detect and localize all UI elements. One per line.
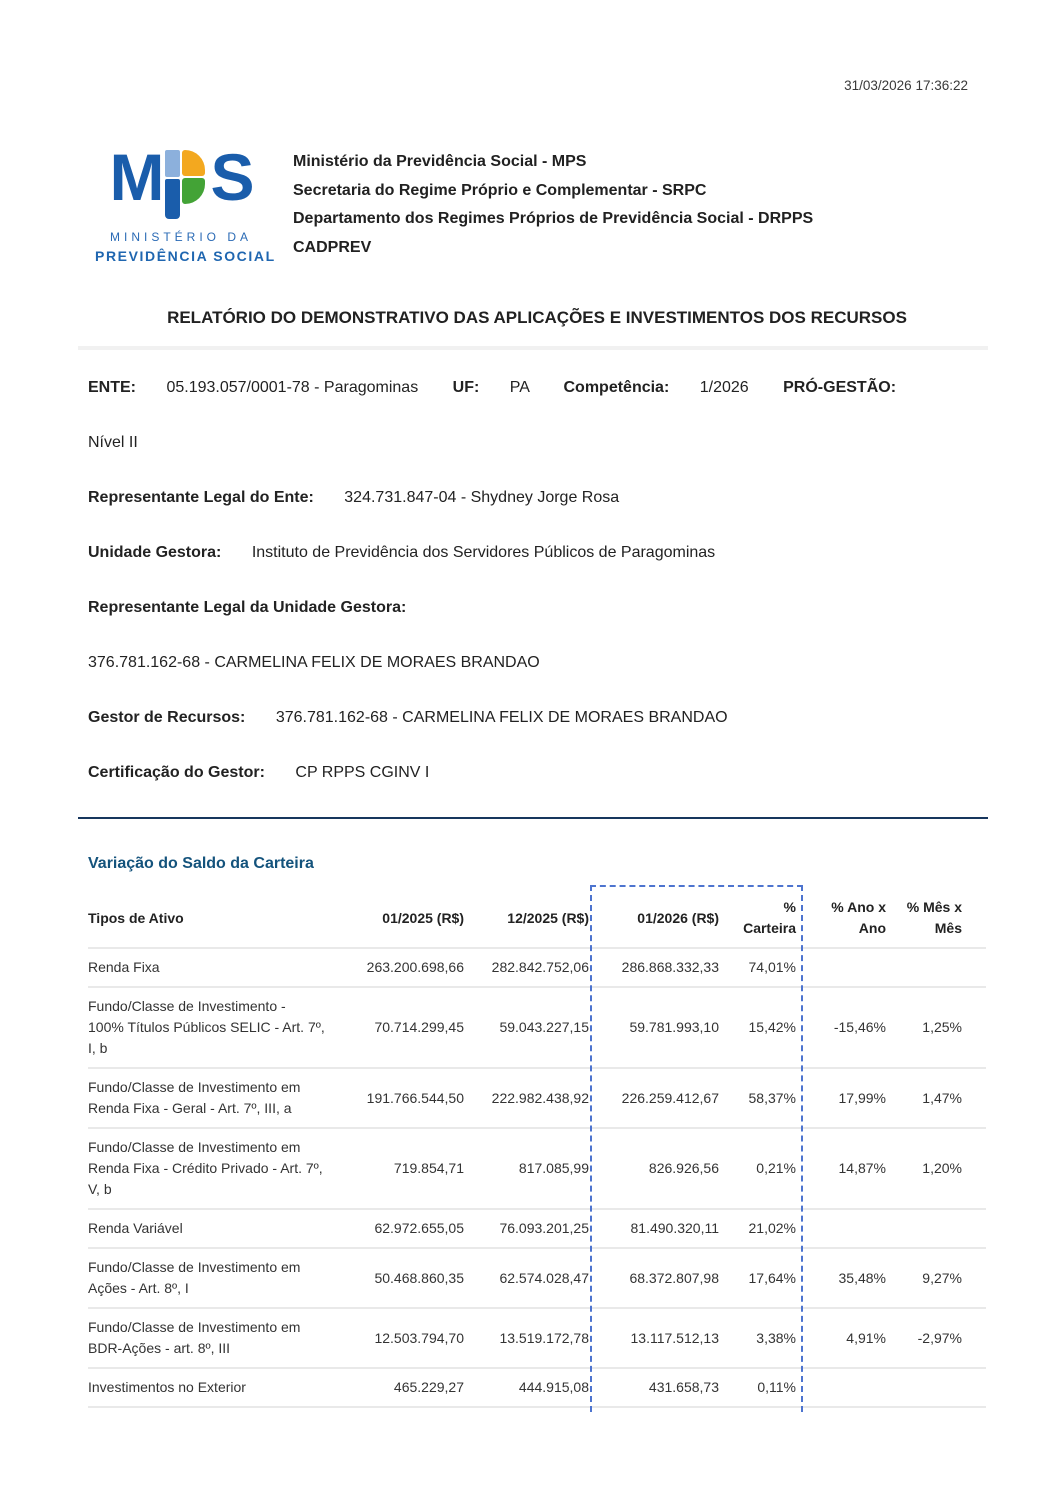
cell-01-2025: 70.714.299,45 bbox=[359, 987, 464, 1068]
col-header-01-2026 bbox=[589, 889, 719, 948]
cell-01-2026: 13.117.512,13 bbox=[589, 1308, 719, 1368]
ente-value: 05.193.057/0001-78 - Paragominas bbox=[166, 379, 419, 396]
cell-pct-ano: -15,46% bbox=[796, 987, 886, 1068]
logo-p-stem bbox=[165, 179, 180, 219]
table-row bbox=[88, 1308, 986, 1368]
certificacao-value: CP RPPS CGINV I bbox=[295, 764, 430, 781]
entity-info-section bbox=[88, 377, 986, 783]
ente-label: ENTE: bbox=[88, 379, 136, 396]
gestor-value: 376.781.162-68 - CARMELINA FELIX DE MORAES BRANDAO bbox=[275, 709, 728, 726]
cell-pct-carteira: 0,21% bbox=[719, 1128, 796, 1209]
logo-text-previdencia: PREVIDÊNCIA SOCIAL bbox=[95, 248, 276, 264]
cell-01-2026: 226.259.412,67 bbox=[589, 1068, 719, 1128]
header-line: Ano bbox=[858, 920, 886, 936]
table-row bbox=[88, 1068, 986, 1128]
divider-navy bbox=[78, 817, 988, 819]
org-line-ministerio: Ministério da Previdência Social - MPS bbox=[293, 153, 587, 170]
cell-pct-carteira: 21,02% bbox=[719, 1209, 796, 1248]
cell-pct-carteira: 3,38% bbox=[719, 1308, 796, 1368]
cell-01-2025: 50.468.860,35 bbox=[359, 1248, 464, 1308]
header-line: Mês bbox=[934, 920, 962, 936]
field-row-rep-legal-ente bbox=[88, 487, 986, 508]
field-row-unidade-gestora bbox=[88, 542, 986, 563]
cell-12-2025: 222.982.438,92 bbox=[464, 1068, 589, 1128]
org-line-departamento: Departamento dos Regimes Próprios de Previdência Social - DRPPS bbox=[293, 210, 814, 227]
col-header-pct-mes bbox=[886, 889, 986, 948]
generated-timestamp: 31/03/2026 17:36:22 bbox=[844, 78, 968, 93]
cell-01-2026: 81.490.320,11 bbox=[589, 1209, 719, 1248]
col-header-tipos-de-ativo bbox=[88, 889, 359, 948]
cell-pct-mes: 9,27% bbox=[886, 1248, 986, 1308]
logo-quadrant-green bbox=[182, 178, 205, 204]
uf-label: UF: bbox=[452, 379, 480, 396]
cell-pct-mes bbox=[886, 1368, 986, 1407]
header-line: 01/2025 (R$) bbox=[382, 909, 464, 926]
cell-pct-ano: 4,91% bbox=[796, 1308, 886, 1368]
col-header-12-2025 bbox=[464, 889, 589, 948]
cell-01-2026: 68.372.807,98 bbox=[589, 1248, 719, 1308]
cell-pct-ano bbox=[796, 948, 886, 987]
cell-01-2026: 826.926,56 bbox=[589, 1128, 719, 1209]
field-row-ente bbox=[88, 377, 986, 398]
header-line: % bbox=[783, 899, 796, 915]
cell-tipo: Fundo/Classe de Investimento em Renda Fixa - Geral - Art. 7º, III, a bbox=[88, 1068, 359, 1128]
cell-pct-mes: 1,47% bbox=[886, 1068, 986, 1128]
cell-tipo: Fundo/Classe de Investimento em Renda Fixa - Crédito Privado - Art. 7º, V, b bbox=[88, 1128, 359, 1209]
org-line-cadprev: CADPREV bbox=[293, 238, 372, 256]
header-line: Tipos de Ativo bbox=[88, 909, 184, 926]
logo-text-ministerio: MINISTÉRIO DA bbox=[109, 230, 252, 244]
org-line-secretaria: Secretaria do Regime Próprio e Complementar - SRPC bbox=[293, 181, 707, 199]
cell-pct-mes: -2,97% bbox=[886, 1308, 986, 1368]
cell-01-2026: 286.868.332,33 bbox=[589, 948, 719, 987]
rep-legal-ug-value: 376.781.162-68 - CARMELINA FELIX DE MORAES BRANDAO bbox=[88, 654, 540, 671]
section-title-variacao-saldo: Variação do Saldo da Carteira bbox=[88, 855, 314, 872]
field-row-pro-gestao-value bbox=[88, 432, 986, 453]
col-header-pct-carteira bbox=[719, 889, 796, 948]
cell-01-2025: 465.229,27 bbox=[359, 1368, 464, 1407]
logo-p-glyph-icon bbox=[165, 146, 207, 222]
header-line: % Mês x bbox=[906, 899, 962, 915]
rep-legal-ente-value: 324.731.847-04 - Shydney Jorge Rosa bbox=[344, 489, 620, 506]
logo-letter-s: S bbox=[210, 140, 253, 214]
field-row-certificacao bbox=[88, 762, 986, 783]
rep-legal-ente-label: Representante Legal do Ente: bbox=[88, 489, 314, 506]
cell-12-2025: 62.574.028,47 bbox=[464, 1248, 589, 1308]
rep-legal-ug-label: Representante Legal da Unidade Gestora: bbox=[88, 599, 407, 616]
cell-pct-ano bbox=[796, 1209, 886, 1248]
pro-gestao-value: Nível II bbox=[88, 434, 138, 451]
col-header-pct-ano bbox=[796, 889, 886, 948]
logo-quadrant-lightblue bbox=[165, 150, 180, 177]
cell-12-2025: 282.842.752,06 bbox=[464, 948, 589, 987]
cell-pct-ano: 14,87% bbox=[796, 1128, 886, 1209]
cell-pct-mes bbox=[886, 948, 986, 987]
mps-logo bbox=[95, 140, 276, 264]
cell-12-2025: 13.519.172,78 bbox=[464, 1308, 589, 1368]
cell-12-2025: 444.915,08 bbox=[464, 1368, 589, 1407]
col-header-01-2025 bbox=[359, 889, 464, 948]
cell-pct-ano bbox=[796, 1368, 886, 1407]
cell-pct-mes: 1,20% bbox=[886, 1128, 986, 1209]
field-row-rep-legal-ug-value bbox=[88, 652, 986, 673]
cell-tipo: Investimentos no Exterior bbox=[88, 1368, 359, 1407]
competencia-label: Competência: bbox=[563, 379, 670, 396]
cell-pct-ano: 17,99% bbox=[796, 1068, 886, 1128]
cell-01-2026: 431.658,73 bbox=[589, 1368, 719, 1407]
cell-12-2025: 59.043.227,15 bbox=[464, 987, 589, 1068]
table-row bbox=[88, 1209, 986, 1248]
certificacao-label: Certificação do Gestor: bbox=[88, 764, 265, 781]
table-row bbox=[88, 1248, 986, 1308]
header-line: 12/2025 (R$) bbox=[507, 909, 589, 926]
cell-pct-ano: 35,48% bbox=[796, 1248, 886, 1308]
pro-gestao-label: PRÓ-GESTÃO: bbox=[783, 379, 897, 396]
cell-01-2025: 62.972.655,05 bbox=[359, 1209, 464, 1248]
cell-01-2025: 12.503.794,70 bbox=[359, 1308, 464, 1368]
cell-tipo: Renda Fixa bbox=[88, 948, 359, 987]
table-row bbox=[88, 948, 986, 987]
header-line: 01/2026 (R$) bbox=[637, 909, 719, 926]
cell-tipo: Fundo/Classe de Investimento em BDR-Ações - art. 8º, III bbox=[88, 1308, 359, 1368]
unidade-gestora-value: Instituto de Previdência dos Servidores Públicos de Paragominas bbox=[251, 544, 716, 561]
divider-light bbox=[78, 346, 988, 350]
header-line: % Ano x bbox=[831, 899, 886, 915]
cell-pct-carteira: 58,37% bbox=[719, 1068, 796, 1128]
mps-logo-mark-icon bbox=[95, 140, 267, 222]
cell-pct-carteira: 15,42% bbox=[719, 987, 796, 1068]
portfolio-variation-table bbox=[88, 889, 986, 1408]
field-row-gestor bbox=[88, 707, 986, 728]
table-row bbox=[88, 1128, 986, 1209]
unidade-gestora-label: Unidade Gestora: bbox=[88, 544, 222, 561]
competencia-value: 1/2026 bbox=[699, 379, 749, 396]
uf-value: PA bbox=[509, 379, 530, 396]
header-line: Carteira bbox=[743, 920, 796, 936]
field-row-rep-legal-ug-label bbox=[88, 597, 986, 618]
cell-tipo: Renda Variável bbox=[88, 1209, 359, 1248]
cell-pct-mes bbox=[886, 1209, 986, 1248]
table-row bbox=[88, 1368, 986, 1407]
cell-pct-carteira: 0,11% bbox=[719, 1368, 796, 1407]
brand-header bbox=[95, 0, 1058, 264]
gestor-label: Gestor de Recursos: bbox=[88, 709, 246, 726]
portfolio-table-wrap bbox=[88, 889, 986, 1408]
logo-quadrant-yellow bbox=[182, 150, 205, 176]
cell-01-2025: 719.854,71 bbox=[359, 1128, 464, 1209]
table-row bbox=[88, 987, 986, 1068]
table-header-row bbox=[88, 889, 986, 948]
cell-01-2025: 263.200.698,66 bbox=[359, 948, 464, 987]
cell-01-2026: 59.781.993,10 bbox=[589, 987, 719, 1068]
cell-pct-carteira: 74,01% bbox=[719, 948, 796, 987]
cell-tipo: Fundo/Classe de Investimento em Ações - Art. 8º, I bbox=[88, 1248, 359, 1308]
logo-letter-m: M bbox=[109, 140, 163, 214]
cell-12-2025: 817.085,99 bbox=[464, 1128, 589, 1209]
cell-01-2025: 191.766.544,50 bbox=[359, 1068, 464, 1128]
org-header-lines bbox=[293, 148, 813, 262]
cell-tipo: Fundo/Classe de Investimento - 100% Títulos Públicos SELIC - Art. 7º, I, b bbox=[88, 987, 359, 1068]
cell-pct-mes: 1,25% bbox=[886, 987, 986, 1068]
cell-pct-carteira: 17,64% bbox=[719, 1248, 796, 1308]
cell-12-2025: 76.093.201,25 bbox=[464, 1209, 589, 1248]
report-title: RELATÓRIO DO DEMONSTRATIVO DAS APLICAÇÕES E INVESTIMENTOS DOS RECURSOS bbox=[167, 308, 907, 327]
